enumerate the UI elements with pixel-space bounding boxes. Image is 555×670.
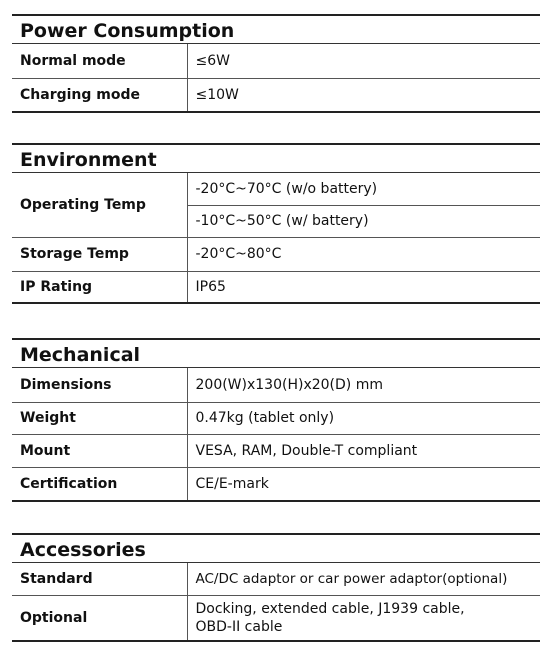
row-label: Charging mode [12, 78, 187, 112]
section-title: Environment [12, 143, 540, 173]
row-label: Standard [12, 563, 187, 595]
table-row [12, 434, 540, 467]
table-row [12, 44, 540, 78]
row-value [187, 595, 540, 641]
row-value: 0.47kg (tablet only) [187, 402, 540, 434]
table-row [12, 402, 540, 434]
table-row [12, 467, 540, 501]
row-label: Mount [12, 434, 187, 467]
row-label: IP Rating [12, 271, 187, 303]
spec-table [12, 173, 540, 304]
value-line: Docking, extended cable, J1939 cable, [195, 600, 465, 617]
row-label: Certification [12, 467, 187, 501]
row-value: -20°C~80°C [187, 237, 540, 271]
spec-table [12, 44, 540, 113]
table-row [12, 237, 540, 271]
section-title: Power Consumption [12, 14, 540, 44]
row-value: ≤10W [187, 78, 540, 112]
section-title: Mechanical [12, 338, 540, 368]
section-accessories [12, 533, 540, 642]
spec-table [12, 368, 540, 502]
row-label: Operating Temp [12, 173, 187, 237]
row-value: -20°C~70°C (w/o battery) [187, 173, 540, 205]
row-value: VESA, RAM, Double-T compliant [187, 434, 540, 467]
table-row [12, 271, 540, 303]
row-value: -10°C~50°C (w/ battery) [187, 205, 540, 237]
table-row [12, 595, 540, 641]
table-row [12, 173, 540, 205]
section-environment [12, 143, 540, 304]
row-value: CE/E-mark [187, 467, 540, 501]
row-label: Weight [12, 402, 187, 434]
row-value: IP65 [187, 271, 540, 303]
row-value: ≤6W [187, 44, 540, 78]
section-title: Accessories [12, 533, 540, 563]
table-row [12, 563, 540, 595]
spec-table [12, 563, 540, 642]
table-row [12, 368, 540, 402]
section-mechanical [12, 338, 540, 502]
row-value: AC/DC adaptor or car power adaptor(optional) [187, 563, 540, 595]
row-label: Storage Temp [12, 237, 187, 271]
row-label: Optional [12, 595, 187, 641]
row-value: 200(W)x130(H)x20(D) mm [187, 368, 540, 402]
table-row [12, 78, 540, 112]
row-label: Normal mode [12, 44, 187, 78]
row-label: Dimensions [12, 368, 187, 402]
section-power-consumption [12, 14, 540, 113]
value-line: OBD-II cable [195, 618, 283, 635]
